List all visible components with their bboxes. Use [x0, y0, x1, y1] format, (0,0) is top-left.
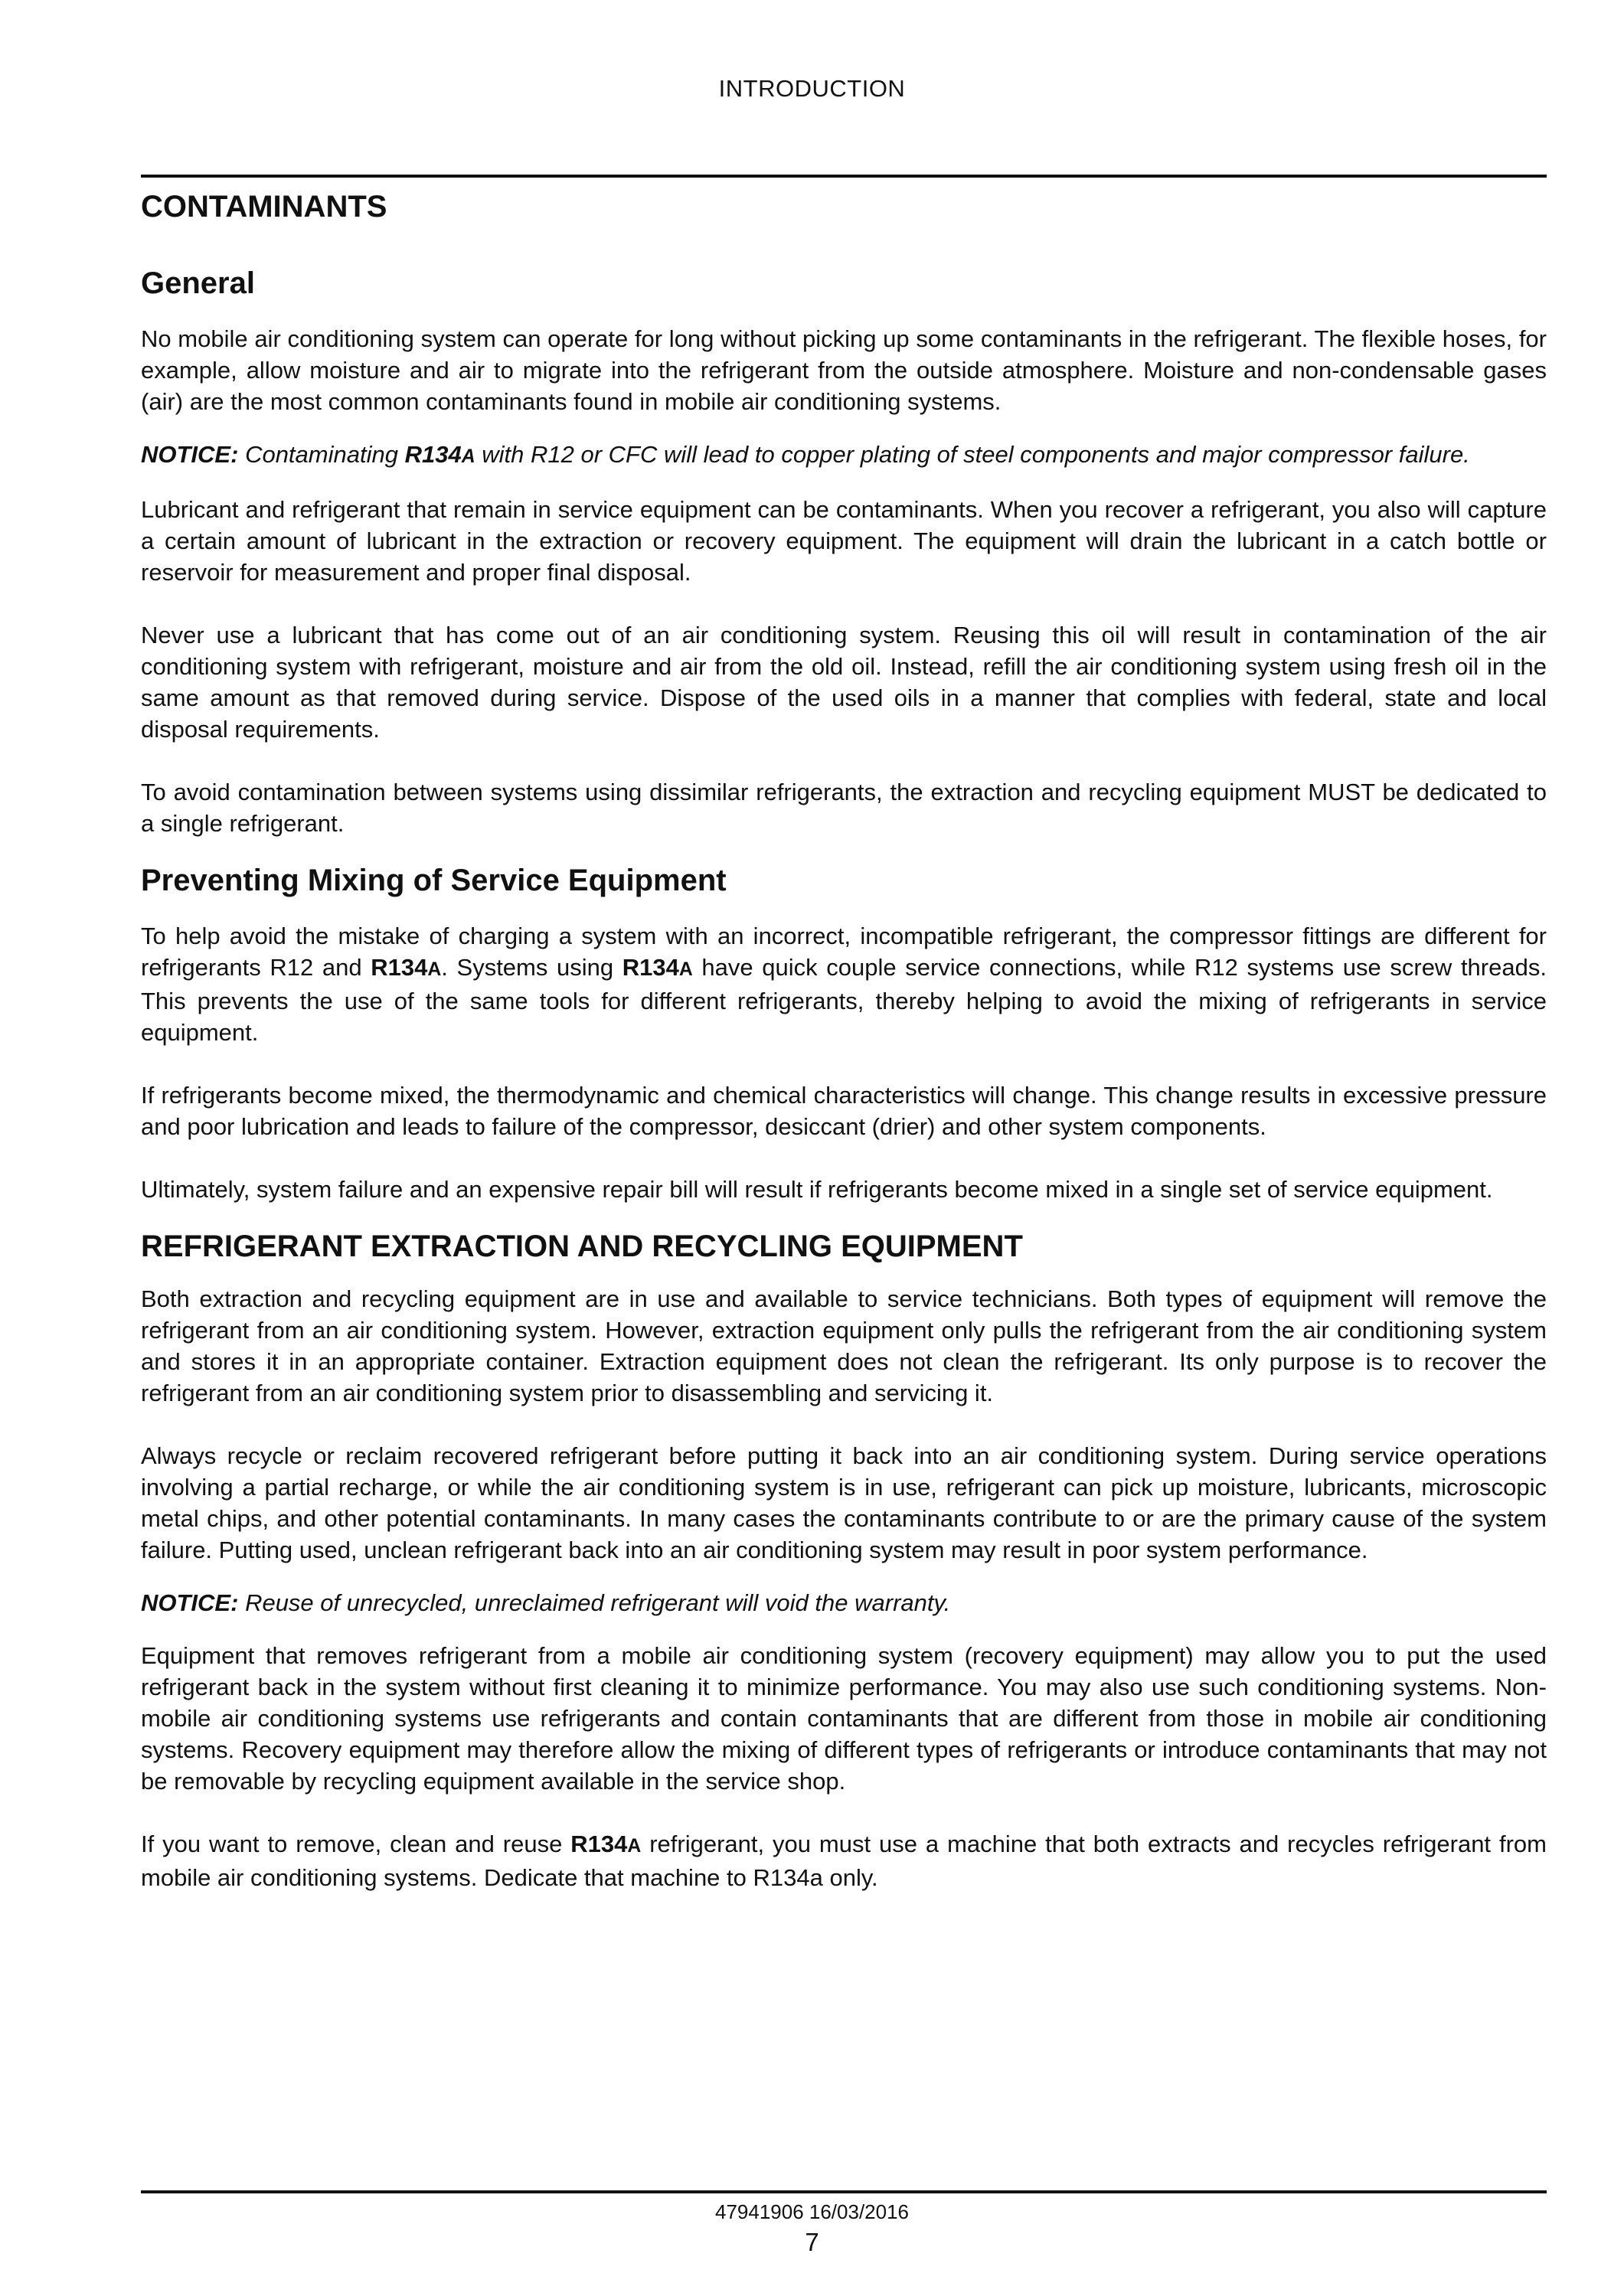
- paragraph-preventing-3: Ultimately, system failure and an expensive repair bill will result if refrigerants become mixed in a single set of service equipment.: [141, 1176, 1493, 1203]
- paragraph-general-4: To avoid contamination between systems using dissimilar refrigerants, the extraction and recycling equipment MUST be dedicated to a single refrigerant.: [141, 779, 1547, 837]
- notice-contaminating: [141, 439, 1547, 472]
- section-heading-extraction: REFRIGERANT EXTRACTION AND RECYCLING EQUIPMENT: [141, 1230, 1023, 1263]
- refrigerant-code: R134A: [404, 441, 475, 468]
- refrigerant-code: R134A: [622, 954, 693, 981]
- notice-text: Reuse of unrecycled, unreclaimed refrigerant will void the warranty.: [245, 1589, 951, 1616]
- page-number: 7: [805, 2228, 819, 2256]
- header-rule: [141, 175, 1547, 178]
- paragraph-extraction-4: If you want to remove, clean and reuse R134A refrigerant, you must use a machine that both extracts and recycles refrigerant from mobile air conditioning systems. Dedicate that machine to R134a only.: [141, 1831, 1547, 1891]
- notice-text-before: Contaminating: [245, 441, 398, 468]
- paragraph-general-3: Never use a lubricant that has come out of an air conditioning system. Reusing this oil will result in contamination of the air conditioning system with refrigerant, moisture and air from the old oil. Instead, refill the air conditioning system using fresh oil in the same amount as that removed during service. Dispose of the used oils in a manner that complies with federal, state and local disposal requirements.: [141, 622, 1547, 743]
- subheading-general: General: [141, 266, 255, 300]
- paragraph-extraction-3: Equipment that removes refrigerant from a mobile air conditioning system (recovery equipment) may allow you to put the used refrigerant back in the system without first cleaning it to minimize performance. You may also use such conditioning systems. Non-mobile air conditioning systems use refrigerants and contain contaminants that are different from those in mobile air conditioning systems. Recovery equipment may therefore allow the mixing of different types of refrigerants or introduce contaminants that may not be removable by recycling equipment available in the service shop.: [141, 1642, 1547, 1795]
- section-heading-contaminants: CONTAMINANTS: [141, 190, 387, 224]
- document-id-date: 47941906 16/03/2016: [714, 2200, 910, 2223]
- refrigerant-code: R134A: [570, 1831, 642, 1857]
- notice-reuse: [141, 1587, 1547, 1618]
- running-header-title: INTRODUCTION: [718, 75, 906, 102]
- paragraph-preventing-2: If refrigerants become mixed, the thermodynamic and chemical characteristics will change. This change results in excessive pressure and poor lubrication and leads to failure of the compressor, desiccant (drier) and other system components.: [141, 1082, 1547, 1140]
- refrigerant-code: R134A: [371, 954, 442, 981]
- paragraph-extraction-1: Both extraction and recycling equipment are in use and available to service technicians. Both types of equipment will remove the refrigerant from an air conditioning system. However, extraction equipment only pulls the refrigerant from the air conditioning system and stores it in an appropriate container. Extraction equipment does not clean the refrigerant. Its only purpose is to recover the refrigerant from an air conditioning system prior to disassembling and servicing it.: [141, 1285, 1547, 1406]
- paragraph-general-1: No mobile air conditioning system can operate for long without picking up some contaminants in the refrigerant. The flexible hoses, for example, allow moisture and air to migrate into the refrigerant from the outside atmosphere. Moisture and non-condensable gases (air) are the most common contaminants found in mobile air conditioning systems.: [141, 325, 1547, 415]
- footer-rule: [141, 2190, 1547, 2193]
- page-body: [141, 187, 1547, 1925]
- notice-label: NOTICE:: [141, 441, 239, 468]
- notice-text-after: with R12 or CFC will lead to copper plating of steel components and major compressor failure.: [482, 441, 1470, 468]
- paragraph-preventing-1: To help avoid the mistake of charging a system with an incorrect, incompatible refrigerant, the compressor fittings are different for refrigerants R12 and R134A. Systems using R134A have quick couple service connections, while R12 systems use screw threads. This prevents the use of the same tools for different refrigerants, thereby helping to avoid the mixing of refrigerants in service equipment.: [141, 923, 1547, 1046]
- notice-label: NOTICE:: [141, 1589, 239, 1616]
- paragraph-extraction-2: Always recycle or reclaim recovered refrigerant before putting it back into an air conditioning system. During service operations involving a partial recharge, or while the air conditioning system is in use, refrigerant can pick up moisture, lubricants, microscopic metal chips, and other potential contaminants. In many cases the contaminants contribute to or are the primary cause of the system failure. Putting used, unclean refrigerant back into an air conditioning system may result in poor system performance.: [141, 1442, 1547, 1563]
- subheading-preventing-mixing: Preventing Mixing of Service Equipment: [141, 864, 727, 897]
- paragraph-general-2: Lubricant and refrigerant that remain in service equipment can be contaminants. When you recover a refrigerant, you also will capture a certain amount of lubricant in the extraction or recovery equipment. The equipment will drain the lubricant in a catch bottle or reservoir for measurement and proper final disposal.: [141, 496, 1547, 586]
